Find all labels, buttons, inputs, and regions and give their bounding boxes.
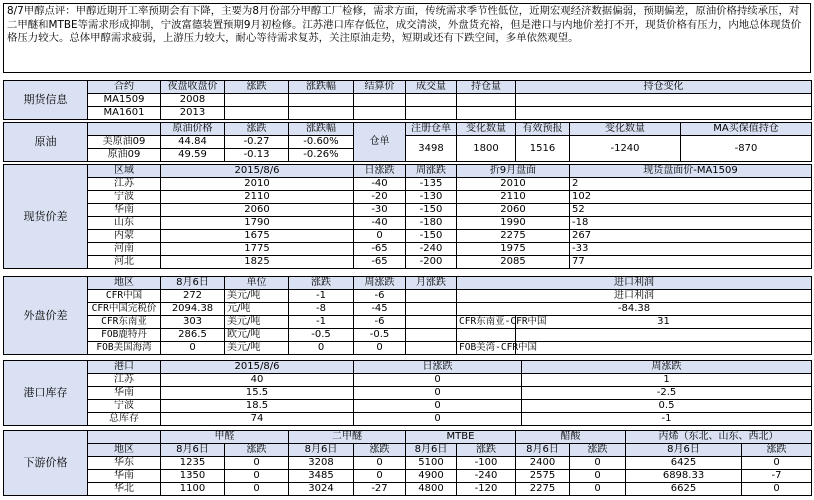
cell[interactable]: 0 <box>570 470 626 483</box>
cell[interactable]: 1800 <box>457 136 516 162</box>
cell[interactable]: -84.38 <box>457 303 812 316</box>
cell[interactable]: 2008 <box>161 94 225 107</box>
cell[interactable] <box>457 329 516 342</box>
cell[interactable] <box>516 329 812 342</box>
cell[interactable]: 2094.38 <box>161 303 225 316</box>
col-header: 2015/8/6 <box>161 165 354 178</box>
cell[interactable]: 6625 <box>626 483 742 496</box>
port-table <box>3 360 812 426</box>
cell[interactable]: 267 <box>570 230 812 243</box>
cell[interactable]: -1240 <box>570 136 681 162</box>
cell[interactable]: 2110 <box>161 191 354 204</box>
col-header: 地区 <box>88 444 161 457</box>
cell[interactable]: 2 <box>570 178 812 191</box>
cell[interactable]: -40 <box>354 217 406 230</box>
col-header: 周涨跌 <box>406 165 457 178</box>
cell[interactable]: -0.13 <box>225 149 289 162</box>
cell[interactable]: 2275 <box>457 230 570 243</box>
cell[interactable]: -45 <box>354 303 406 316</box>
cell[interactable]: -240 <box>457 470 516 483</box>
cell[interactable]: 原油09 <box>88 149 161 162</box>
cell[interactable]: 0 <box>225 470 289 483</box>
cell[interactable]: 0 <box>354 400 522 413</box>
cell[interactable]: -40 <box>354 178 406 191</box>
cell[interactable]: CFR东南亚-CFR中国 <box>457 316 516 329</box>
col-header: 港口 <box>88 361 161 374</box>
col-header: 涨跌 <box>289 277 354 290</box>
col-header: 夜盘收盘价 <box>161 81 225 94</box>
cell[interactable]: 0 <box>289 342 354 355</box>
cell[interactable]: 美元/吨 <box>225 316 289 329</box>
col-header: 涨跌 <box>742 444 812 457</box>
section-crude: 原油 <box>4 123 88 162</box>
cell[interactable]: 3485 <box>289 470 354 483</box>
cell[interactable]: 1235 <box>161 457 225 470</box>
cell[interactable]: 江苏 <box>88 374 161 387</box>
cell[interactable]: 4800 <box>406 483 457 496</box>
col-header: 月涨跌 <box>406 277 457 290</box>
crude-table <box>3 122 812 162</box>
group-header: MTBE <box>406 431 516 444</box>
cell[interactable]: 山东 <box>88 217 161 230</box>
cell[interactable]: -1 <box>289 290 354 303</box>
cell[interactable] <box>406 107 457 120</box>
cell[interactable]: 2010 <box>457 178 570 191</box>
cell[interactable]: MA1509 <box>88 94 161 107</box>
col-header: 涨跌幅 <box>289 123 354 136</box>
cell[interactable]: 1100 <box>161 483 225 496</box>
cell[interactable]: -8 <box>289 303 354 316</box>
cell[interactable] <box>406 316 457 329</box>
cell[interactable]: -0.26% <box>289 149 354 162</box>
cell[interactable]: -27 <box>354 483 406 496</box>
cell[interactable]: 0 <box>354 387 522 400</box>
cell[interactable]: -200 <box>406 256 457 269</box>
downstream-table <box>3 430 812 496</box>
col-header: 单位 <box>225 277 289 290</box>
cell[interactable]: 宁波 <box>88 400 161 413</box>
cell[interactable]: 0 <box>570 457 626 470</box>
col-header: 涨跌 <box>225 123 289 136</box>
cell[interactable]: 1825 <box>161 256 354 269</box>
group-header: 甲醛 <box>161 431 289 444</box>
cell[interactable]: -135 <box>406 178 457 191</box>
cell[interactable] <box>225 94 289 107</box>
cell[interactable]: 2575 <box>516 470 570 483</box>
group-header <box>88 431 161 444</box>
cell[interactable]: 15.5 <box>161 387 354 400</box>
cell[interactable]: 1350 <box>161 470 225 483</box>
cell[interactable]: 49.59 <box>161 149 225 162</box>
cell[interactable]: 2275 <box>516 483 570 496</box>
col-header: 注册仓单 <box>406 123 457 136</box>
cell[interactable]: -150 <box>406 230 457 243</box>
cell[interactable] <box>457 94 516 107</box>
cell[interactable] <box>354 94 406 107</box>
group-header: 二甲醚 <box>289 431 406 444</box>
cell[interactable]: 美原油09 <box>88 136 161 149</box>
col-header: 持仓量 <box>457 81 516 94</box>
cell[interactable]: 2010 <box>161 178 354 191</box>
col-header: 合约 <box>88 81 161 94</box>
col-header: 8月6日 <box>516 444 570 457</box>
cell[interactable]: 华南 <box>88 204 161 217</box>
col-header: 涨跌幅 <box>289 81 354 94</box>
cell[interactable]: 1 <box>522 374 812 387</box>
col-header: 8月6日 <box>161 444 225 457</box>
col-header: 原油价格 <box>161 123 225 136</box>
cell[interactable]: 0 <box>742 457 812 470</box>
cell[interactable]: 3024 <box>289 483 354 496</box>
cell[interactable]: -100 <box>457 457 516 470</box>
cell[interactable] <box>354 107 406 120</box>
cell[interactable]: -1 <box>522 413 812 426</box>
col-header: 变化数量 <box>457 123 516 136</box>
cell[interactable]: -65 <box>354 243 406 256</box>
cell[interactable]: 0.5 <box>522 400 812 413</box>
cell[interactable]: -0.60% <box>289 136 354 149</box>
cell[interactable]: -150 <box>406 204 457 217</box>
cell[interactable]: 2060 <box>161 204 354 217</box>
col-header: MA买保值持仓 <box>681 123 812 136</box>
spot-table <box>3 164 812 269</box>
col-header: 8月6日 <box>626 444 742 457</box>
cell[interactable]: 18.5 <box>161 400 354 413</box>
cell[interactable] <box>406 342 457 355</box>
col-header: 日涨跌 <box>354 361 522 374</box>
col-header: 涨跌 <box>570 444 626 457</box>
col-header: 日涨跌 <box>354 165 406 178</box>
cell[interactable]: -0.27 <box>225 136 289 149</box>
cell[interactable]: -0.5 <box>354 329 406 342</box>
commentary-cell[interactable]: 8/7甲醇点评：甲醇近期开工率预期会有下降，主要为8月份部分甲醇工厂检修，需求方面，传统需求季节性低位，近期宏观经济数据偏弱，预期偏差，原油价格持续承压，对二甲醚和MTBE等需求形成抑制，宁波富德装置预期9月初检修。江苏港口库存低位，成交清淡，外盘货充裕，但是港口与内地价差打不开，现货价格有压力，内地总体现货价格压力较大。总体甲醇需求疲弱，上游压力较大，耐心等待需求复苏，关注原油走势，短期或还有下跌空间，多单依然观望。 <box>3 3 811 73</box>
cell[interactable]: 6425 <box>626 457 742 470</box>
col-header: 成交量 <box>406 81 457 94</box>
cell[interactable]: -6 <box>354 290 406 303</box>
cell[interactable]: 江苏 <box>88 178 161 191</box>
cell[interactable] <box>406 303 457 316</box>
col-header: 结算价 <box>354 81 406 94</box>
cell[interactable]: CFR中国 <box>88 290 161 303</box>
col-header: 涨跌 <box>457 444 516 457</box>
cell[interactable]: 2085 <box>457 256 570 269</box>
cell[interactable]: 0 <box>161 342 225 355</box>
cell[interactable]: 元/吨 <box>225 303 289 316</box>
futures-table <box>3 80 812 120</box>
cell[interactable]: -120 <box>457 483 516 496</box>
col-header: 8月6日 <box>289 444 354 457</box>
cell[interactable]: 河北 <box>88 256 161 269</box>
cell[interactable]: 31 <box>516 316 812 329</box>
cell[interactable] <box>516 342 812 355</box>
cell[interactable] <box>457 107 516 120</box>
cell[interactable] <box>289 94 354 107</box>
external-table <box>3 276 812 355</box>
cell[interactable]: 1516 <box>516 136 570 162</box>
cell[interactable]: 美元/吨 <box>225 342 289 355</box>
cell[interactable]: 0 <box>742 483 812 496</box>
cell[interactable]: 1790 <box>161 217 354 230</box>
cell[interactable]: 0 <box>354 457 406 470</box>
cell[interactable]: -130 <box>406 191 457 204</box>
group-header: 丙烯（东北、山东、西北） <box>626 431 812 444</box>
col-header: 变化数量 <box>570 123 681 136</box>
col-header: 2015/8/6 <box>161 361 354 374</box>
cell[interactable]: 6898.33 <box>626 470 742 483</box>
cell[interactable] <box>406 329 457 342</box>
section-downstream: 下游价格 <box>4 431 88 496</box>
cell[interactable]: -18 <box>570 217 812 230</box>
cell[interactable]: 4900 <box>406 470 457 483</box>
cell[interactable]: 0 <box>354 230 406 243</box>
cell[interactable]: FOB美湾-CFR中国 <box>457 342 516 355</box>
section-futures: 期货信息 <box>4 81 88 120</box>
cell[interactable]: 美元/吨 <box>225 290 289 303</box>
col-header: 8月6日 <box>161 277 225 290</box>
cell[interactable]: 华东 <box>88 457 161 470</box>
cell[interactable]: -870 <box>681 136 812 162</box>
col-header <box>88 123 161 136</box>
cell[interactable]: 0 <box>354 470 406 483</box>
cell[interactable]: 1675 <box>161 230 354 243</box>
cell[interactable]: 272 <box>161 290 225 303</box>
col-header: 8月6日 <box>406 444 457 457</box>
cell[interactable]: 2110 <box>457 191 570 204</box>
cell[interactable]: 总库存 <box>88 413 161 426</box>
cell[interactable]: 内蒙 <box>88 230 161 243</box>
col-header: 有效预报 <box>516 123 570 136</box>
cell[interactable]: 1990 <box>457 217 570 230</box>
cell[interactable]: -1 <box>289 316 354 329</box>
cell[interactable] <box>516 107 812 120</box>
cell[interactable]: 303 <box>161 316 225 329</box>
cell[interactable]: 1775 <box>161 243 354 256</box>
cell[interactable]: 0 <box>354 413 522 426</box>
section-port: 港口库存 <box>4 361 88 426</box>
cell[interactable]: -180 <box>406 217 457 230</box>
cell[interactable]: 2013 <box>161 107 225 120</box>
col-header: 涨跌 <box>225 444 289 457</box>
cell[interactable]: 52 <box>570 204 812 217</box>
cell[interactable]: 0 <box>225 457 289 470</box>
cell[interactable]: CFR东南亚 <box>88 316 161 329</box>
cell[interactable]: -30 <box>354 204 406 217</box>
cell[interactable]: -33 <box>570 243 812 256</box>
warehouse-label: 仓单 <box>354 123 406 162</box>
cell[interactable]: CFR中国完税价 <box>88 303 161 316</box>
cell[interactable]: FOB美国海湾 <box>88 342 161 355</box>
cell[interactable]: 74 <box>161 413 354 426</box>
cell[interactable]: -2.5 <box>522 387 812 400</box>
cell[interactable]: MA1601 <box>88 107 161 120</box>
col-header: 周涨跌 <box>354 277 406 290</box>
cell[interactable] <box>406 94 457 107</box>
cell[interactable] <box>225 107 289 120</box>
cell[interactable]: 286.5 <box>161 329 225 342</box>
section-spot: 现货价差 <box>4 165 88 269</box>
cell[interactable]: -7 <box>742 470 812 483</box>
cell[interactable]: 0 <box>570 483 626 496</box>
cell[interactable]: -0.5 <box>289 329 354 342</box>
cell[interactable]: 0 <box>354 342 406 355</box>
cell[interactable]: 欧元/吨 <box>225 329 289 342</box>
cell[interactable]: FOB鹿特丹 <box>88 329 161 342</box>
col-header: 现货盘面价-MA1509 <box>570 165 812 178</box>
cell[interactable]: -6 <box>354 316 406 329</box>
cell[interactable]: 2060 <box>457 204 570 217</box>
cell[interactable]: 0 <box>354 374 522 387</box>
col-header: 周涨跌 <box>522 361 812 374</box>
cell[interactable]: 进口利润 <box>457 290 812 303</box>
cell[interactable]: 0 <box>225 483 289 496</box>
cell[interactable] <box>516 94 812 107</box>
col-header: 进口利润 <box>457 277 812 290</box>
cell[interactable]: 华南 <box>88 387 161 400</box>
cell[interactable]: -20 <box>354 191 406 204</box>
cell[interactable] <box>289 107 354 120</box>
cell[interactable]: 40 <box>161 374 354 387</box>
cell[interactable]: 河南 <box>88 243 161 256</box>
cell[interactable]: -65 <box>354 256 406 269</box>
cell[interactable]: 宁波 <box>88 191 161 204</box>
cell[interactable] <box>406 290 457 303</box>
col-header: 涨跌 <box>225 81 289 94</box>
cell[interactable]: -240 <box>406 243 457 256</box>
col-header: 折9月盘面 <box>457 165 570 178</box>
cell[interactable]: 1975 <box>457 243 570 256</box>
cell[interactable]: 3208 <box>289 457 354 470</box>
col-header: 持仓变化 <box>516 81 812 94</box>
col-header: 涨跌 <box>354 444 406 457</box>
cell[interactable]: 44.84 <box>161 136 225 149</box>
col-header: 区域 <box>88 165 161 178</box>
cell[interactable]: 102 <box>570 191 812 204</box>
section-external: 外盘价差 <box>4 277 88 355</box>
cell[interactable]: 华北 <box>88 483 161 496</box>
cell[interactable]: 5100 <box>406 457 457 470</box>
col-header: 地区 <box>88 277 161 290</box>
cell[interactable]: 3498 <box>406 136 457 162</box>
cell[interactable]: 华南 <box>88 470 161 483</box>
cell[interactable]: 77 <box>570 256 812 269</box>
cell[interactable]: 2400 <box>516 457 570 470</box>
group-header: 醋酸 <box>516 431 626 444</box>
